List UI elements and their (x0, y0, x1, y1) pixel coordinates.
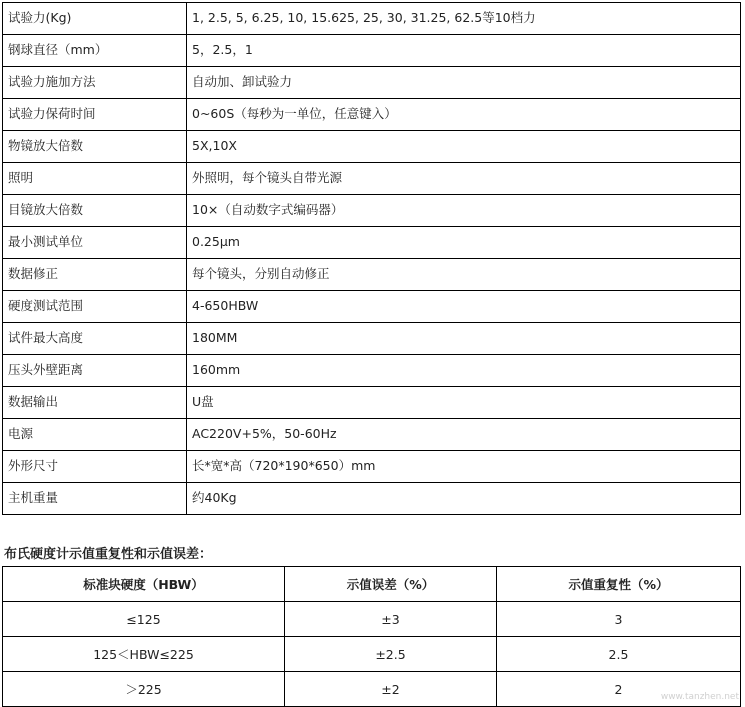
spec-label: 钢球直径（mm） (3, 35, 187, 67)
spec-value: U盘 (187, 387, 741, 419)
spec-label: 主机重量 (3, 483, 187, 515)
table-row (3, 163, 741, 195)
table-row (3, 451, 741, 483)
watermark: www.tanzhen.net (660, 692, 739, 702)
header-indication-error: 示值误差（%） (285, 567, 497, 602)
table-row (3, 637, 741, 672)
spec-table (2, 2, 741, 515)
table-row (3, 672, 741, 707)
spec-value: 180MM (187, 323, 741, 355)
table-row (3, 259, 741, 291)
table-row (3, 291, 741, 323)
table-row (3, 3, 741, 35)
spec-label: 目镜放大倍数 (3, 195, 187, 227)
table-row (3, 483, 741, 515)
spec-value: 自动加、卸试验力 (187, 67, 741, 99)
spec-value: 5X,10X (187, 131, 741, 163)
repeatability-cell: 2.5 (497, 637, 741, 672)
spec-value: 外照明，每个镜头自带光源 (187, 163, 741, 195)
spec-label: 压头外壁距离 (3, 355, 187, 387)
table-row (3, 227, 741, 259)
spec-label: 照明 (3, 163, 187, 195)
spec-label: 试验力(Kg) (3, 3, 187, 35)
spec-value: 长*宽*高（720*190*650）mm (187, 451, 741, 483)
error-table (2, 566, 741, 707)
table-row (3, 419, 741, 451)
spec-label: 数据修正 (3, 259, 187, 291)
indication-error-cell: ±2.5 (285, 637, 497, 672)
spec-label: 外形尺寸 (3, 451, 187, 483)
repeatability-cell: 3 (497, 602, 741, 637)
table-row (3, 131, 741, 163)
spec-value: 每个镜头，分别自动修正 (187, 259, 741, 291)
spec-value: 0~60S（每秒为一单位，任意键入） (187, 99, 741, 131)
table-row (3, 35, 741, 67)
spec-value: 1, 2.5, 5, 6.25, 10, 15.625, 25, 30, 31.25, 62.5等10档力 (187, 3, 741, 35)
indication-error-cell: ±2 (285, 672, 497, 707)
table-row (3, 99, 741, 131)
spec-table-body (3, 3, 741, 515)
error-table-header-row (3, 567, 741, 602)
section-title: 布氏硬度计示值重复性和示值误差： (4, 547, 213, 562)
table-row (3, 323, 741, 355)
spec-label: 试验力施加方法 (3, 67, 187, 99)
header-standard-block-hardness: 标准块硬度（HBW） (3, 567, 285, 602)
hardness-range-cell: 125＜HBW≤225 (3, 637, 285, 672)
indication-error-cell: ±3 (285, 602, 497, 637)
spec-label: 最小测试单位 (3, 227, 187, 259)
header-indication-repeatability: 示值重复性（%） (497, 567, 741, 602)
spec-label: 电源 (3, 419, 187, 451)
table-row (3, 67, 741, 99)
hardness-range-cell: ≤125 (3, 602, 285, 637)
repeatability-cell: 2 (497, 672, 741, 707)
spec-label: 硬度测试范围 (3, 291, 187, 323)
table-row (3, 355, 741, 387)
spec-value: 10×（自动数字式编码器） (187, 195, 741, 227)
table-row (3, 195, 741, 227)
spec-value: 4-650HBW (187, 291, 741, 323)
spec-label: 试验力保荷时间 (3, 99, 187, 131)
table-row (3, 387, 741, 419)
spec-label: 数据输出 (3, 387, 187, 419)
spec-value: 5，2.5，1 (187, 35, 741, 67)
spec-value: AC220V+5%，50-60Hz (187, 419, 741, 451)
hardness-range-cell: ＞225 (3, 672, 285, 707)
spec-label: 物镜放大倍数 (3, 131, 187, 163)
spec-value: 160mm (187, 355, 741, 387)
spec-value: 约40Kg (187, 483, 741, 515)
spec-value: 0.25μm (187, 227, 741, 259)
spec-label: 试件最大高度 (3, 323, 187, 355)
table-row (3, 602, 741, 637)
